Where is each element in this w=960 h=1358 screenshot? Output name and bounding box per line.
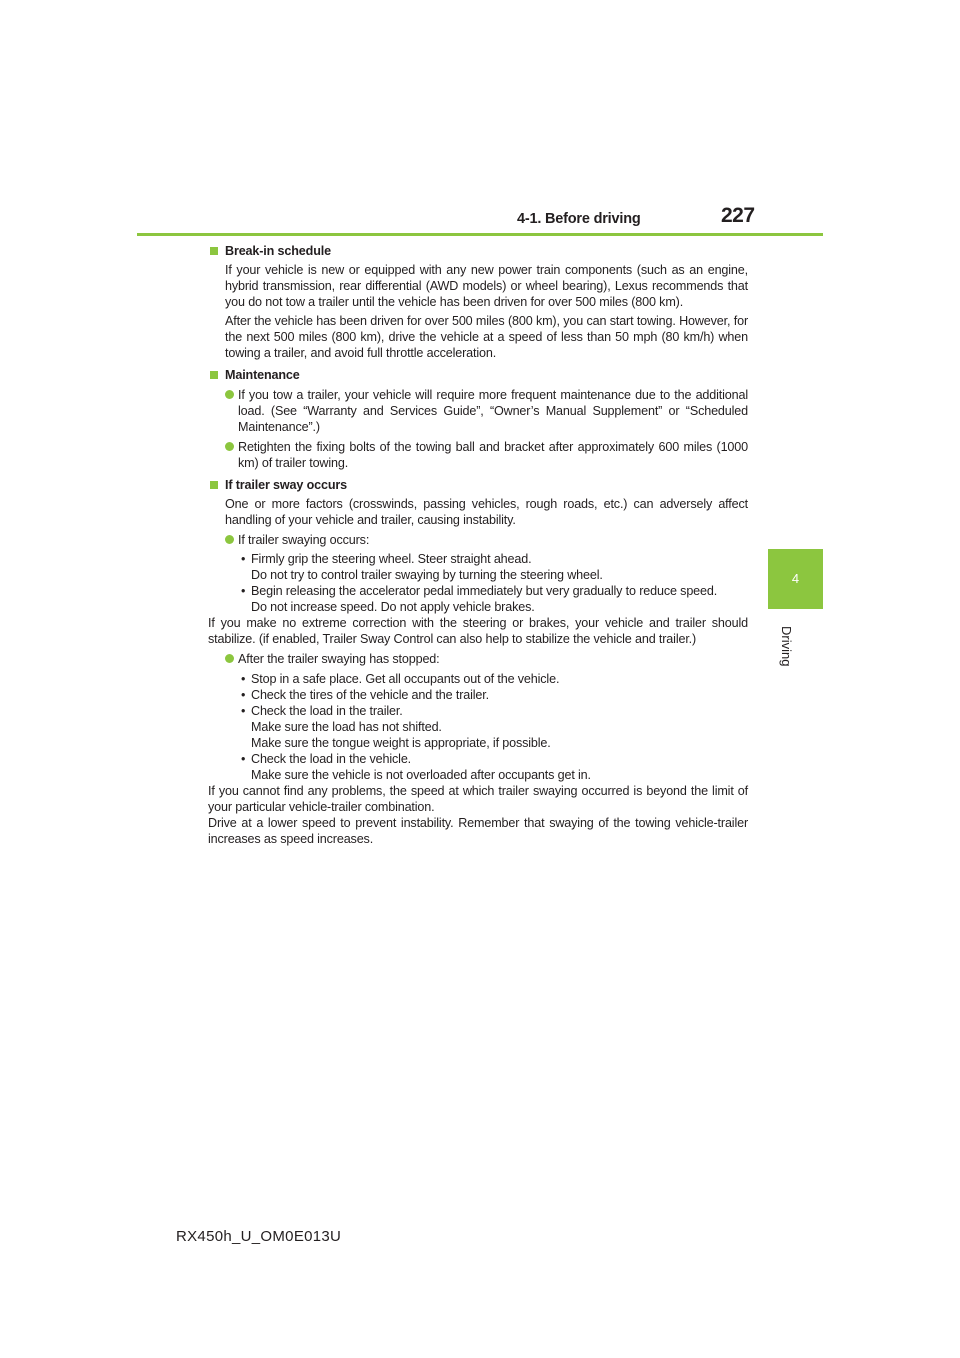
sub-bullet-continuation: Do not try to control trailer swaying by turning the steering wheel.	[251, 568, 603, 582]
sub-bullet-continuation: Make sure the vehicle is not overloaded after occupants get in.	[251, 768, 591, 782]
bullet-item	[208, 651, 748, 667]
page-number: 227	[721, 204, 755, 227]
bullet-text: If trailer swaying occurs:	[238, 533, 370, 547]
sub-bullet-continuation: Make sure the load has not shifted.	[251, 720, 442, 734]
paragraph: If you make no extreme correction with the steering or brakes, your vehicle and trailer should stabilize. (if enabled, Trailer Sway Control can also help to stabilize the vehicle and trailer.)	[208, 616, 748, 646]
sub-bullet-continuation: Make sure the tongue weight is appropriate, if possible.	[251, 736, 551, 750]
heading-text: Break-in schedule	[225, 244, 331, 258]
heading-maintenance	[208, 367, 748, 383]
square-bullet-icon	[210, 481, 218, 489]
sub-bullet-text: Firmly grip the steering wheel. Steer straight ahead.	[251, 552, 532, 566]
paragraph: If you cannot find any problems, the speed at which trailer swaying occurred is beyond the limit of your particular vehicle-trailer combination.	[208, 784, 748, 814]
sub-bullet	[208, 583, 748, 599]
heading-trailer-sway	[208, 477, 748, 493]
bullet-text: Retighten the fixing bolts of the towing ball and bracket after approximately 600 miles (1000 km) of trailer towing.	[238, 440, 748, 470]
paragraph: One or more factors (crosswinds, passing vehicles, rough roads, etc.) can adversely affect handling of your vehicle and trailer, causing instability.	[225, 497, 748, 527]
footer-code: RX450h_U_OM0E013U	[176, 1228, 342, 1245]
bullet-text: If you tow a trailer, your vehicle will require more frequent maintenance due to the additional load. (See “Warranty and Services Guide”, “Owner’s Manual Supplement” or “Scheduled Maintenance”.)	[238, 388, 748, 434]
sub-bullet-text: Stop in a safe place. Get all occupants out of the vehicle.	[251, 672, 560, 686]
sub-bullet	[208, 671, 748, 687]
sub-bullet-continuation: Do not increase speed. Do not apply vehicle brakes.	[251, 600, 535, 614]
round-bullet-icon	[225, 390, 234, 399]
round-bullet-icon	[225, 535, 234, 544]
paragraph: Drive at a lower speed to prevent instability. Remember that swaying of the towing vehicle-trailer increases as speed increases.	[208, 816, 748, 846]
sub-bullet-dot: •	[241, 672, 246, 686]
chapter-label-container	[770, 618, 820, 698]
heading-text: If trailer sway occurs	[225, 478, 347, 492]
sub-bullet-dot: •	[241, 584, 246, 598]
sub-bullet-dot: •	[241, 752, 246, 766]
chapter-label: Driving	[779, 626, 794, 667]
sub-bullet-text: Check the tires of the vehicle and the trailer.	[251, 688, 489, 702]
sub-bullet-text: Check the load in the trailer.	[251, 704, 403, 718]
chapter-tab	[768, 549, 823, 609]
heading-break-in	[208, 243, 748, 259]
bullet-item	[208, 439, 748, 471]
sub-bullet-text: Check the load in the vehicle.	[251, 752, 412, 766]
main-content	[208, 243, 748, 847]
square-bullet-icon	[210, 371, 218, 379]
paragraph: If your vehicle is new or equipped with any new power train components (such as an engine, hybrid transmission, rear differential (AWD models) or wheel bearing), Lexus recommends that you do not tow a trailer until the vehicle has been driven for over 500 miles (800 km).	[225, 263, 748, 309]
heading-text: Maintenance	[225, 368, 300, 382]
header-rule	[137, 233, 823, 236]
chapter-number: 4	[791, 571, 800, 586]
sub-bullet	[208, 687, 748, 703]
sub-bullet-dot: •	[241, 688, 246, 702]
round-bullet-icon	[225, 442, 234, 451]
section-title: 4-1. Before driving	[517, 211, 641, 227]
round-bullet-icon	[225, 654, 234, 663]
sub-bullet-dot: •	[241, 552, 246, 566]
sub-bullet	[208, 751, 748, 767]
sub-bullet-text: Begin releasing the accelerator pedal immediately but very gradually to reduce speed.	[251, 584, 718, 598]
bullet-item	[208, 532, 748, 548]
bullet-item	[208, 387, 748, 435]
sub-bullet-dot: •	[241, 704, 246, 718]
sub-bullet	[208, 703, 748, 719]
paragraph: After the vehicle has been driven for over 500 miles (800 km), you can start towing. However, for the next 500 miles (800 km), drive the vehicle at a speed of less than 50 mph (80 km/h) when towing a trailer, and avoid full throttle acceleration.	[225, 314, 748, 360]
sub-bullet	[208, 551, 748, 567]
bullet-text: After the trailer swaying has stopped:	[238, 652, 440, 666]
square-bullet-icon	[210, 247, 218, 255]
